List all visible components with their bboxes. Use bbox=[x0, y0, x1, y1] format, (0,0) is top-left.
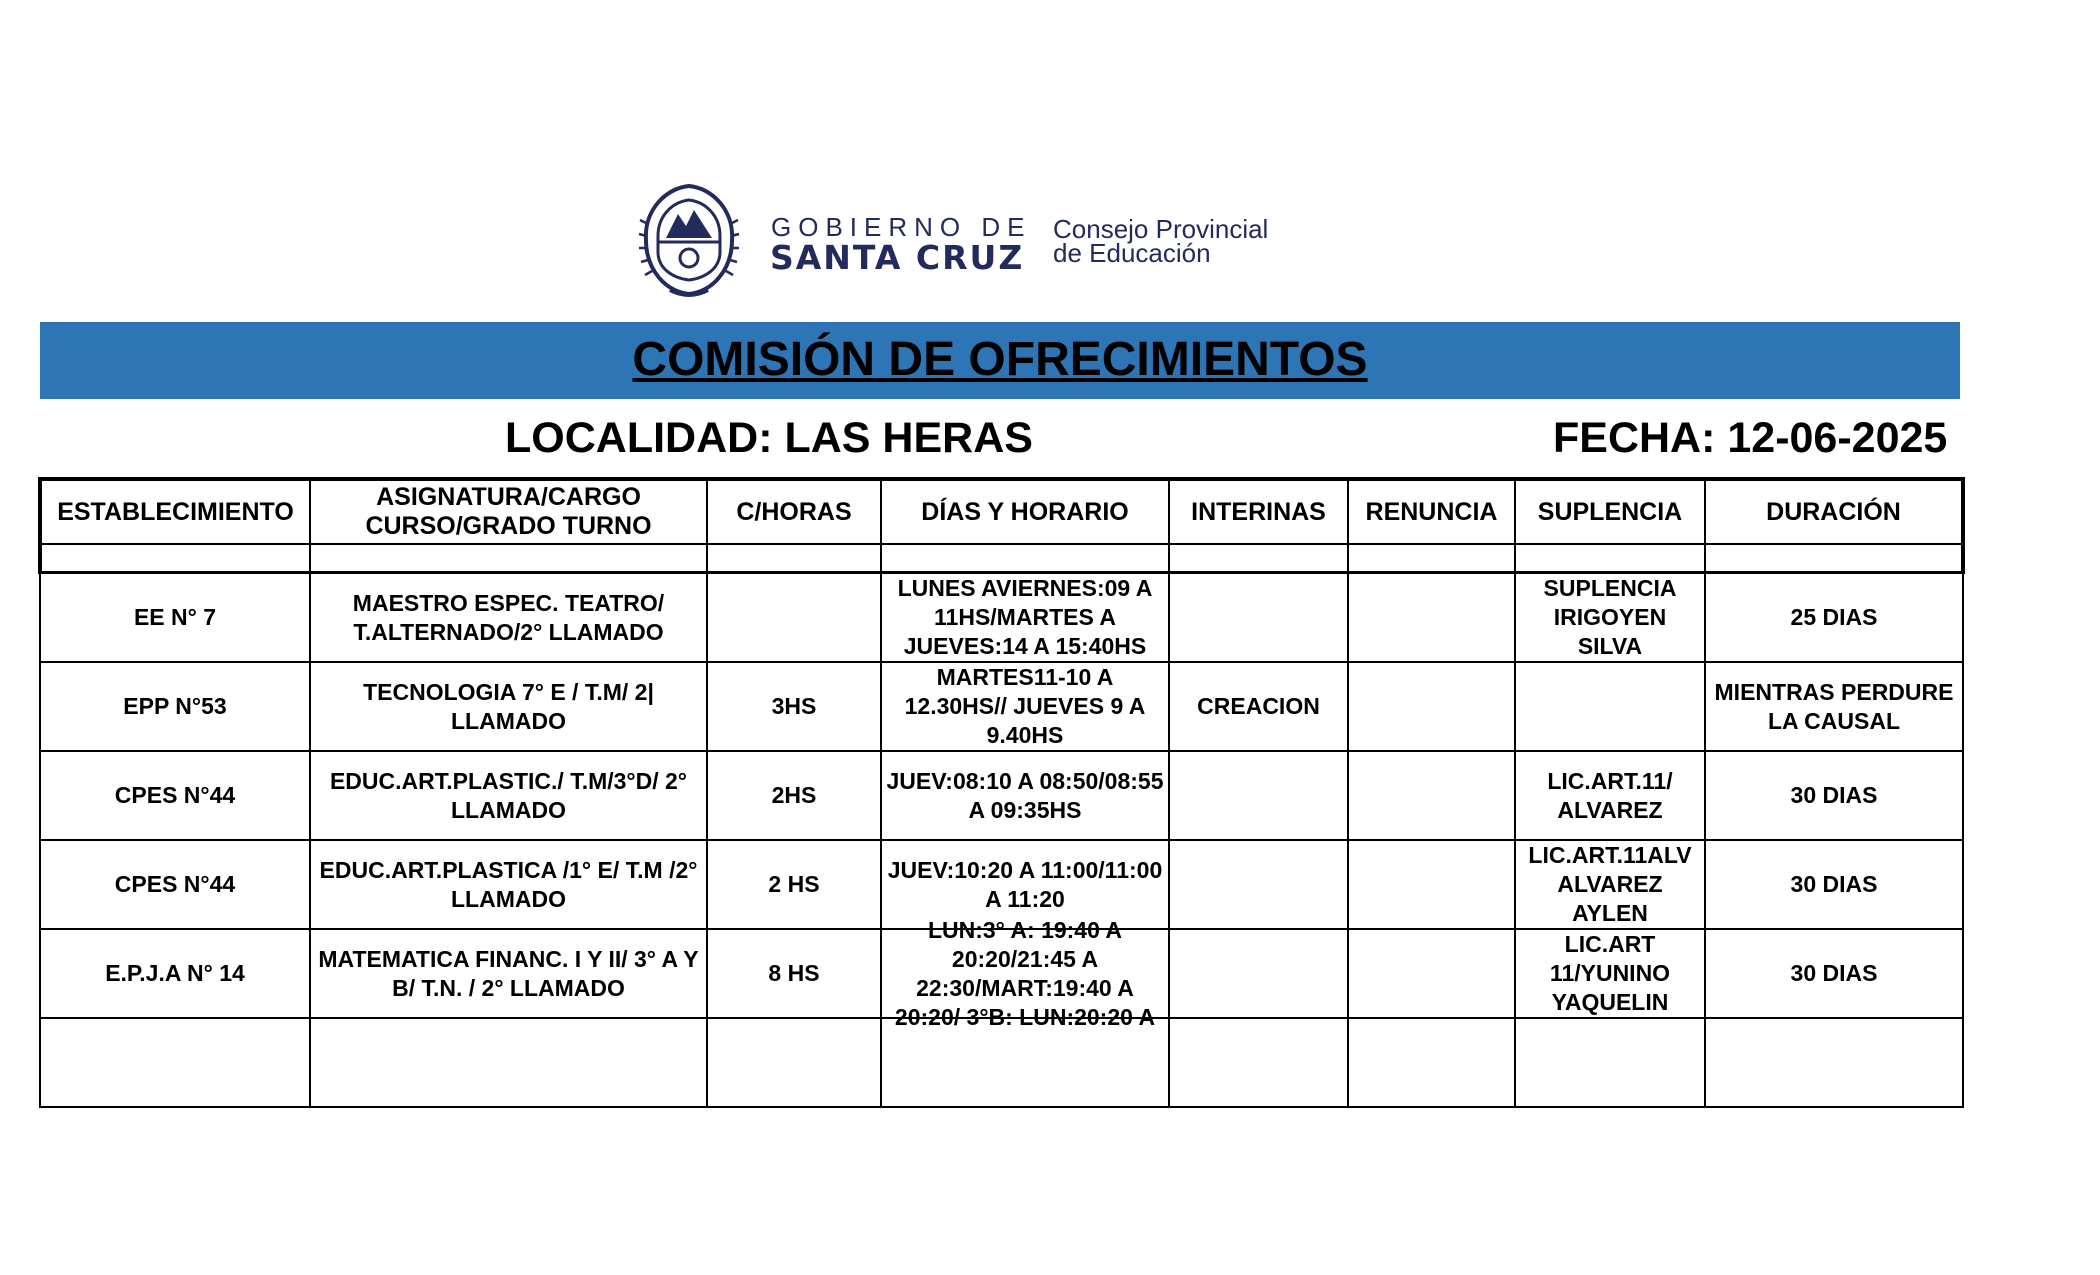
column-header: INTERINAS bbox=[1169, 479, 1348, 544]
title-banner bbox=[40, 322, 1960, 399]
cell-dias-text: MARTES11-10 A 12.30HS// JUEVES 9 A 9.40HS bbox=[904, 664, 1146, 748]
cell-renuncia bbox=[1348, 840, 1515, 929]
cell-renuncia bbox=[1348, 573, 1515, 663]
table-row bbox=[40, 751, 1963, 840]
table-cell bbox=[881, 544, 1169, 573]
cell-dias-text: LUNES AVIERNES:09 A 11HS/MARTES A JUEVES:14 A 15:40HS bbox=[897, 575, 1153, 659]
spacer-row bbox=[40, 544, 1963, 573]
column-header: RENUNCIA bbox=[1348, 479, 1515, 544]
table-cell bbox=[1169, 544, 1348, 573]
cell-dias bbox=[881, 662, 1169, 751]
cell-dias bbox=[881, 751, 1169, 840]
header-logo bbox=[636, 180, 1286, 300]
table-cell bbox=[40, 1018, 310, 1107]
cell-asignatura: TECNOLOGIA 7° E / T.M/ 2| LLAMADO bbox=[310, 662, 707, 751]
column-header: C/HORAS bbox=[707, 479, 881, 544]
cell-interinas bbox=[1169, 929, 1348, 1018]
cell-establecimiento: CPES N°44 bbox=[40, 751, 310, 840]
localidad-label: LOCALIDAD: LAS HERAS bbox=[505, 414, 1033, 462]
column-header: ASIGNATURA/CARGO CURSO/GRADO TURNO bbox=[310, 479, 707, 544]
cell-horas bbox=[707, 573, 881, 663]
cell-renuncia bbox=[1348, 929, 1515, 1018]
cell-horas: 8 HS bbox=[707, 929, 881, 1018]
column-header: DÍAS Y HORARIO bbox=[881, 479, 1169, 544]
santa-cruz-seal-icon bbox=[636, 180, 742, 300]
cell-dias bbox=[881, 573, 1169, 663]
government-line-2: SANTA CRUZ bbox=[770, 238, 1025, 277]
cell-dias-text: LUN:3° A: 19:40 A 20:20/21:45 A 22:30/MART:19:40 A 20:20/ 3°B: LUN:20:20 A bbox=[894, 916, 1156, 1030]
cell-interinas: CREACION bbox=[1169, 662, 1348, 751]
cell-suplencia bbox=[1515, 840, 1705, 929]
cell-asignatura: MATEMATICA FINANC. I Y II/ 3° A Y B/ T.N. / 2° LLAMADO bbox=[310, 929, 707, 1018]
table-cell bbox=[1348, 544, 1515, 573]
table-cell bbox=[1515, 544, 1705, 573]
council-line-2: de Educación bbox=[1053, 238, 1211, 268]
page-title: COMISIÓN DE OFRECIMIENTOS bbox=[632, 333, 1368, 386]
government-line-1: GOBIERNO DE bbox=[771, 212, 1032, 242]
column-header: ESTABLECIMIENTO bbox=[40, 479, 310, 544]
cell-suplencia-text: LIC.ART.11ALV ALVAREZ AYLEN bbox=[1528, 842, 1692, 926]
table-cell bbox=[1348, 1018, 1515, 1107]
cell-dias-text: JUEV:08:10 A 08:50/08:55 A 09:35HS bbox=[886, 767, 1164, 823]
cell-asignatura: EDUC.ART.PLASTIC./ T.M/3°D/ 2° LLAMADO bbox=[310, 751, 707, 840]
table-row bbox=[40, 573, 1963, 663]
table-cell bbox=[1169, 1018, 1348, 1107]
cell-establecimiento: EPP N°53 bbox=[40, 662, 310, 751]
table-row bbox=[40, 662, 1963, 751]
council-line-1: Consejo Provincial bbox=[1053, 214, 1269, 244]
cell-dias-text: JUEV:10:20 A 11:00/11:00 A 11:20 bbox=[887, 856, 1163, 912]
cell-duracion: 25 DIAS bbox=[1705, 573, 1963, 663]
table-header-row bbox=[40, 479, 1963, 544]
table-cell bbox=[1515, 1018, 1705, 1107]
cell-suplencia: SUPLENCIA IRIGOYEN SILVA bbox=[1515, 573, 1705, 663]
cell-duracion: 30 DIAS bbox=[1705, 840, 1963, 929]
cell-establecimiento: E.P.J.A N° 14 bbox=[40, 929, 310, 1018]
cell-asignatura: EDUC.ART.PLASTICA /1° E/ T.M /2° LLAMADO bbox=[310, 840, 707, 929]
column-header: DURACIÓN bbox=[1705, 479, 1963, 544]
offers-table bbox=[38, 477, 1965, 1108]
table-cell bbox=[707, 544, 881, 573]
table-cell bbox=[1705, 1018, 1963, 1107]
cell-establecimiento: EE N° 7 bbox=[40, 573, 310, 663]
cell-suplencia bbox=[1515, 662, 1705, 751]
cell-asignatura: MAESTRO ESPEC. TEATRO/ T.ALTERNADO/2° LLAMADO bbox=[310, 573, 707, 663]
cell-interinas bbox=[1169, 573, 1348, 663]
table-cell bbox=[707, 1018, 881, 1107]
cell-suplencia: LIC.ART.11/ ALVAREZ bbox=[1515, 751, 1705, 840]
cell-suplencia bbox=[1515, 929, 1705, 1018]
table-cell bbox=[310, 544, 707, 573]
cell-interinas bbox=[1169, 840, 1348, 929]
column-header: SUPLENCIA bbox=[1515, 479, 1705, 544]
table-cell bbox=[40, 544, 310, 573]
cell-horas: 3HS bbox=[707, 662, 881, 751]
cell-duracion: MIENTRAS PERDURE LA CAUSAL bbox=[1705, 662, 1963, 751]
fecha-label: FECHA: 12-06-2025 bbox=[1553, 414, 1948, 462]
table-cell bbox=[1705, 544, 1963, 573]
table-cell bbox=[310, 1018, 707, 1107]
cell-duracion: 30 DIAS bbox=[1705, 751, 1963, 840]
cell-renuncia bbox=[1348, 751, 1515, 840]
cell-dias bbox=[881, 916, 1169, 1030]
cell-duracion: 30 DIAS bbox=[1705, 929, 1963, 1018]
cell-horas: 2HS bbox=[707, 751, 881, 840]
cell-establecimiento: CPES N°44 bbox=[40, 840, 310, 929]
cell-interinas bbox=[1169, 751, 1348, 840]
cell-suplencia-text: LIC.ART 11/YUNINO YAQUELIN bbox=[1549, 931, 1671, 1015]
table-row bbox=[40, 929, 1963, 1018]
cell-horas: 2 HS bbox=[707, 840, 881, 929]
cell-renuncia bbox=[1348, 662, 1515, 751]
